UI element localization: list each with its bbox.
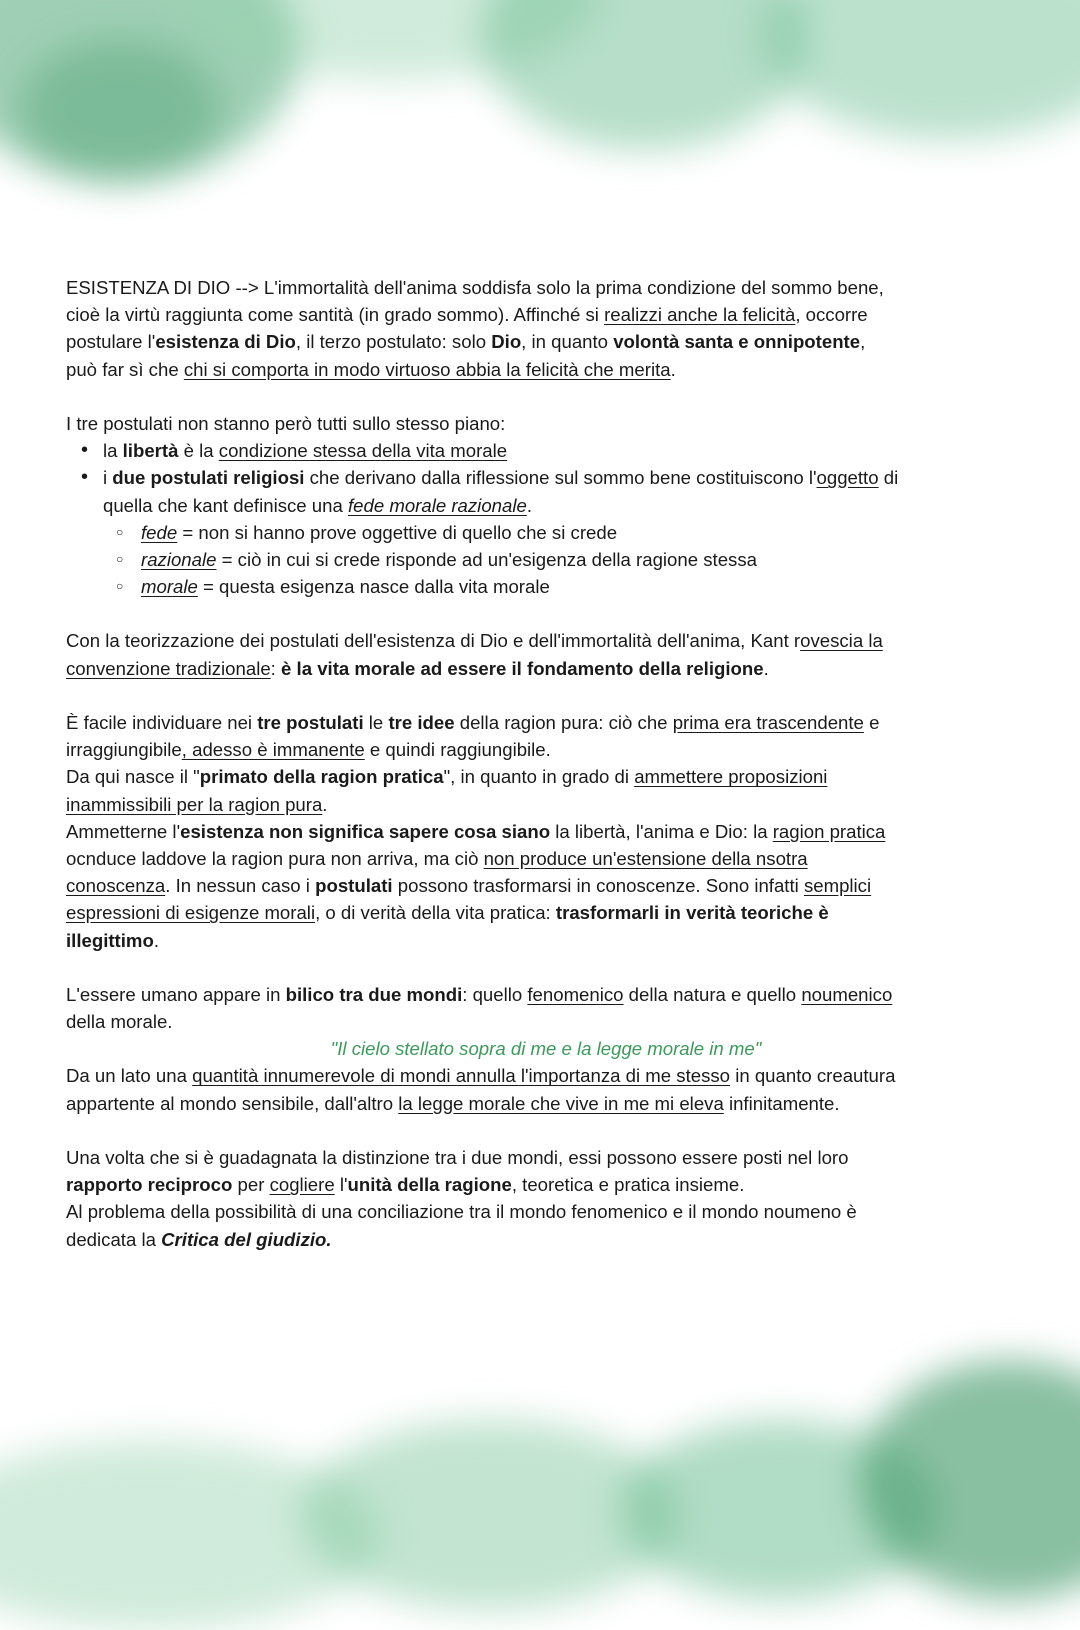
emphasized-text: fenomenico [527, 983, 624, 1005]
emphasized-text: , adesso è immanente [181, 739, 365, 761]
text-run: Da un lato una [66, 1065, 193, 1087]
blank-line [66, 600, 1026, 627]
emphasized-text: illegittimo [66, 929, 154, 951]
list-item [66, 464, 1026, 491]
text-run: = ciò in cui si crede risponde ad un'esigenza della ragione stessa [216, 548, 757, 570]
text-run: quella che kant definisce una [103, 494, 348, 516]
text-run: la libertà, l'anima e Dio: la [550, 820, 773, 842]
text-run: . [526, 494, 532, 516]
emphasized-text: convenzione tradizionale [66, 657, 271, 679]
text-run: i [103, 467, 113, 489]
text-run: , teoretica e pratica insieme. [511, 1174, 745, 1196]
list-item [66, 546, 1026, 573]
text-run: "Il cielo stellato sopra di me e la legge morale in me" [330, 1038, 762, 1060]
blank-line [66, 1117, 1026, 1144]
emphasized-text: oggetto [816, 467, 879, 489]
blank-line [66, 682, 1026, 709]
text-run: possono trasformarsi in conoscenze. Sono infatti [392, 875, 804, 897]
text-run: : [270, 657, 282, 679]
text-run: . [670, 358, 676, 380]
emphasized-text: esistenza non significa sapere cosa siano [180, 820, 551, 842]
text-run: . In nessun caso i [165, 875, 316, 897]
quote-line [66, 1035, 1026, 1062]
text-run: Al problema della possibilità di una conciliazione tra il mondo fenomenico e il mondo noumeno è [66, 1201, 857, 1223]
text-line [66, 791, 1026, 818]
text-run: ESISTENZA DI DIO --> L'immortalità dell'anima soddisfa solo la prima condizione del sommo bene, [66, 277, 884, 298]
text-run: cioè la virtù raggiunta come santità (in grado sommo). Affinché si [66, 304, 605, 326]
emphasized-text: unità della ragione [347, 1174, 512, 1196]
list-item [66, 573, 1026, 600]
text-run: della ragion pura: ciò che [454, 712, 673, 733]
emphasized-text: quantità innumerevole di mondi annulla l'importanza di me stesso [192, 1065, 731, 1087]
text-run: : quello [462, 983, 528, 1005]
text-line [66, 763, 1026, 790]
text-line [66, 927, 1026, 954]
text-run: . [322, 793, 328, 815]
text-run: e quindi raggiungibile. [364, 739, 551, 761]
emphasized-text: razionale [141, 548, 217, 570]
emphasized-text: noumenico [801, 983, 893, 1005]
emphasized-text: ovescia la [800, 630, 883, 652]
emphasized-text: bilico tra due mondi [285, 983, 463, 1005]
emphasized-text: semplici [803, 875, 872, 897]
text-run: e [863, 712, 880, 733]
emphasized-text: realizzi anche la felicità [604, 304, 796, 326]
text-run: postulare l' [66, 331, 156, 353]
text-line [66, 1062, 1026, 1089]
text-run: dedicata la [66, 1228, 162, 1250]
emphasized-text: ragion pratica [772, 820, 886, 842]
text-run: può far sì che [66, 358, 184, 380]
text-line [66, 1008, 1026, 1035]
emphasized-text: è la vita morale ad essere il fondamento della religione [281, 657, 764, 679]
text-run: è la [178, 440, 219, 462]
emphasized-text: fede morale razionale [348, 494, 527, 516]
text-line [66, 301, 1026, 328]
emphasized-text: volontà santa e onnipotente [613, 331, 861, 353]
list-item [66, 519, 1026, 546]
emphasized-text: trasformarli in verità teoriche è [555, 902, 829, 924]
text-run: appartente al mondo sensibile, dall'altro [66, 1092, 399, 1114]
text-run: È facile individuare nei [66, 712, 258, 733]
text-line [66, 627, 1026, 654]
text-line [66, 410, 1026, 437]
text-run: l' [334, 1174, 348, 1196]
emphasized-text: tre idee [388, 712, 455, 733]
emphasized-text: rapporto reciproco [66, 1174, 233, 1196]
text-run: per [232, 1174, 270, 1196]
emphasized-text: Critica del giudizio. [161, 1228, 332, 1250]
text-line [66, 1226, 1026, 1253]
text-line [66, 872, 1026, 899]
emphasized-text: cogliere [269, 1174, 335, 1196]
text-line [66, 1144, 1026, 1171]
text-line [66, 736, 1026, 763]
emphasized-text: la legge morale che vive in me mi eleva [398, 1092, 724, 1114]
emphasized-text: non produce un'estensione della nsotra [483, 847, 808, 869]
emphasized-text: espressioni di esigenze morali [66, 902, 316, 924]
text-run: che derivano dalla riflessione sul sommo bene costituiscono l' [304, 467, 817, 489]
text-run: ocnduce laddove la ragion pura non arriva, ma ciò [66, 847, 484, 869]
text-run: Ammetterne l' [66, 820, 181, 842]
emphasized-text: condizione stessa della vita morale [218, 440, 508, 462]
text-line [66, 274, 1026, 301]
text-run: in quanto creautura [730, 1065, 896, 1087]
text-line [66, 356, 1026, 383]
text-line [66, 328, 1026, 355]
list-item [66, 437, 1026, 464]
text-run: I tre postulati non stanno però tutti sullo stesso piano: [66, 412, 506, 434]
text-run: le [363, 712, 389, 733]
emphasized-text: libertà [122, 440, 179, 462]
text-run: = questa esigenza nasce dalla vita morale [197, 576, 550, 598]
text-line [66, 1198, 1026, 1225]
emphasized-text: prima era trascendente [672, 712, 864, 733]
text-run: ", in quanto in grado di [443, 766, 635, 788]
emphasized-text: ammettere proposizioni [634, 766, 828, 788]
text-line [66, 1090, 1026, 1117]
emphasized-text: conoscenza [66, 875, 166, 897]
emphasized-text: chi si comporta in modo virtuoso abbia la felicità che merita [183, 358, 671, 380]
text-run: = non si hanno prove oggettive di quello che si crede [177, 521, 618, 543]
text-run: della morale. [66, 1011, 173, 1033]
text-run: Da qui nasce il " [66, 766, 200, 788]
text-run: irraggiungibile [66, 739, 182, 761]
text-line [66, 845, 1026, 872]
text-run: , o di verità della vita pratica: [315, 902, 556, 924]
emphasized-text: morale [141, 576, 198, 598]
text-run: della natura e quello [623, 983, 802, 1005]
emphasized-text: inammissibili per la ragion pura [66, 793, 323, 815]
text-run: Con la teorizzazione dei postulati dell'esistenza di Dio e dell'immortalità dell'anima, Kant r [66, 630, 801, 652]
text-line [66, 1171, 1026, 1198]
emphasized-text: Dio [491, 331, 522, 353]
text-line [66, 655, 1026, 682]
text-run: , il terzo postulato: solo [295, 331, 492, 353]
text-run: Una volta che si è guadagnata la distinzione tra i due mondi, essi possono essere posti nel loro [66, 1147, 849, 1168]
text-line [66, 981, 1026, 1008]
text-run: . [763, 657, 769, 679]
text-line [66, 818, 1026, 845]
emphasized-text: fede [141, 521, 178, 543]
emphasized-text: postulati [315, 875, 393, 897]
text-line [66, 492, 1026, 519]
text-run: . [153, 929, 159, 951]
text-run: la [103, 440, 123, 462]
text-run: , occorre [795, 304, 868, 326]
emphasized-text: primato della ragion pratica [199, 766, 444, 788]
text-line [66, 709, 1026, 736]
text-run: , in quanto [521, 331, 614, 353]
text-run: infinitamente. [723, 1092, 840, 1114]
blank-line [66, 383, 1026, 410]
emphasized-text: esistenza di Dio [155, 331, 296, 353]
text-run: L'essere umano appare in [66, 983, 286, 1005]
emphasized-text: tre postulati [257, 712, 364, 733]
document-body [66, 274, 1026, 1253]
blank-line [66, 954, 1026, 981]
text-line [66, 899, 1026, 926]
text-run: di [878, 467, 899, 489]
emphasized-text: due postulati religiosi [112, 467, 305, 489]
text-run: , [860, 331, 866, 353]
